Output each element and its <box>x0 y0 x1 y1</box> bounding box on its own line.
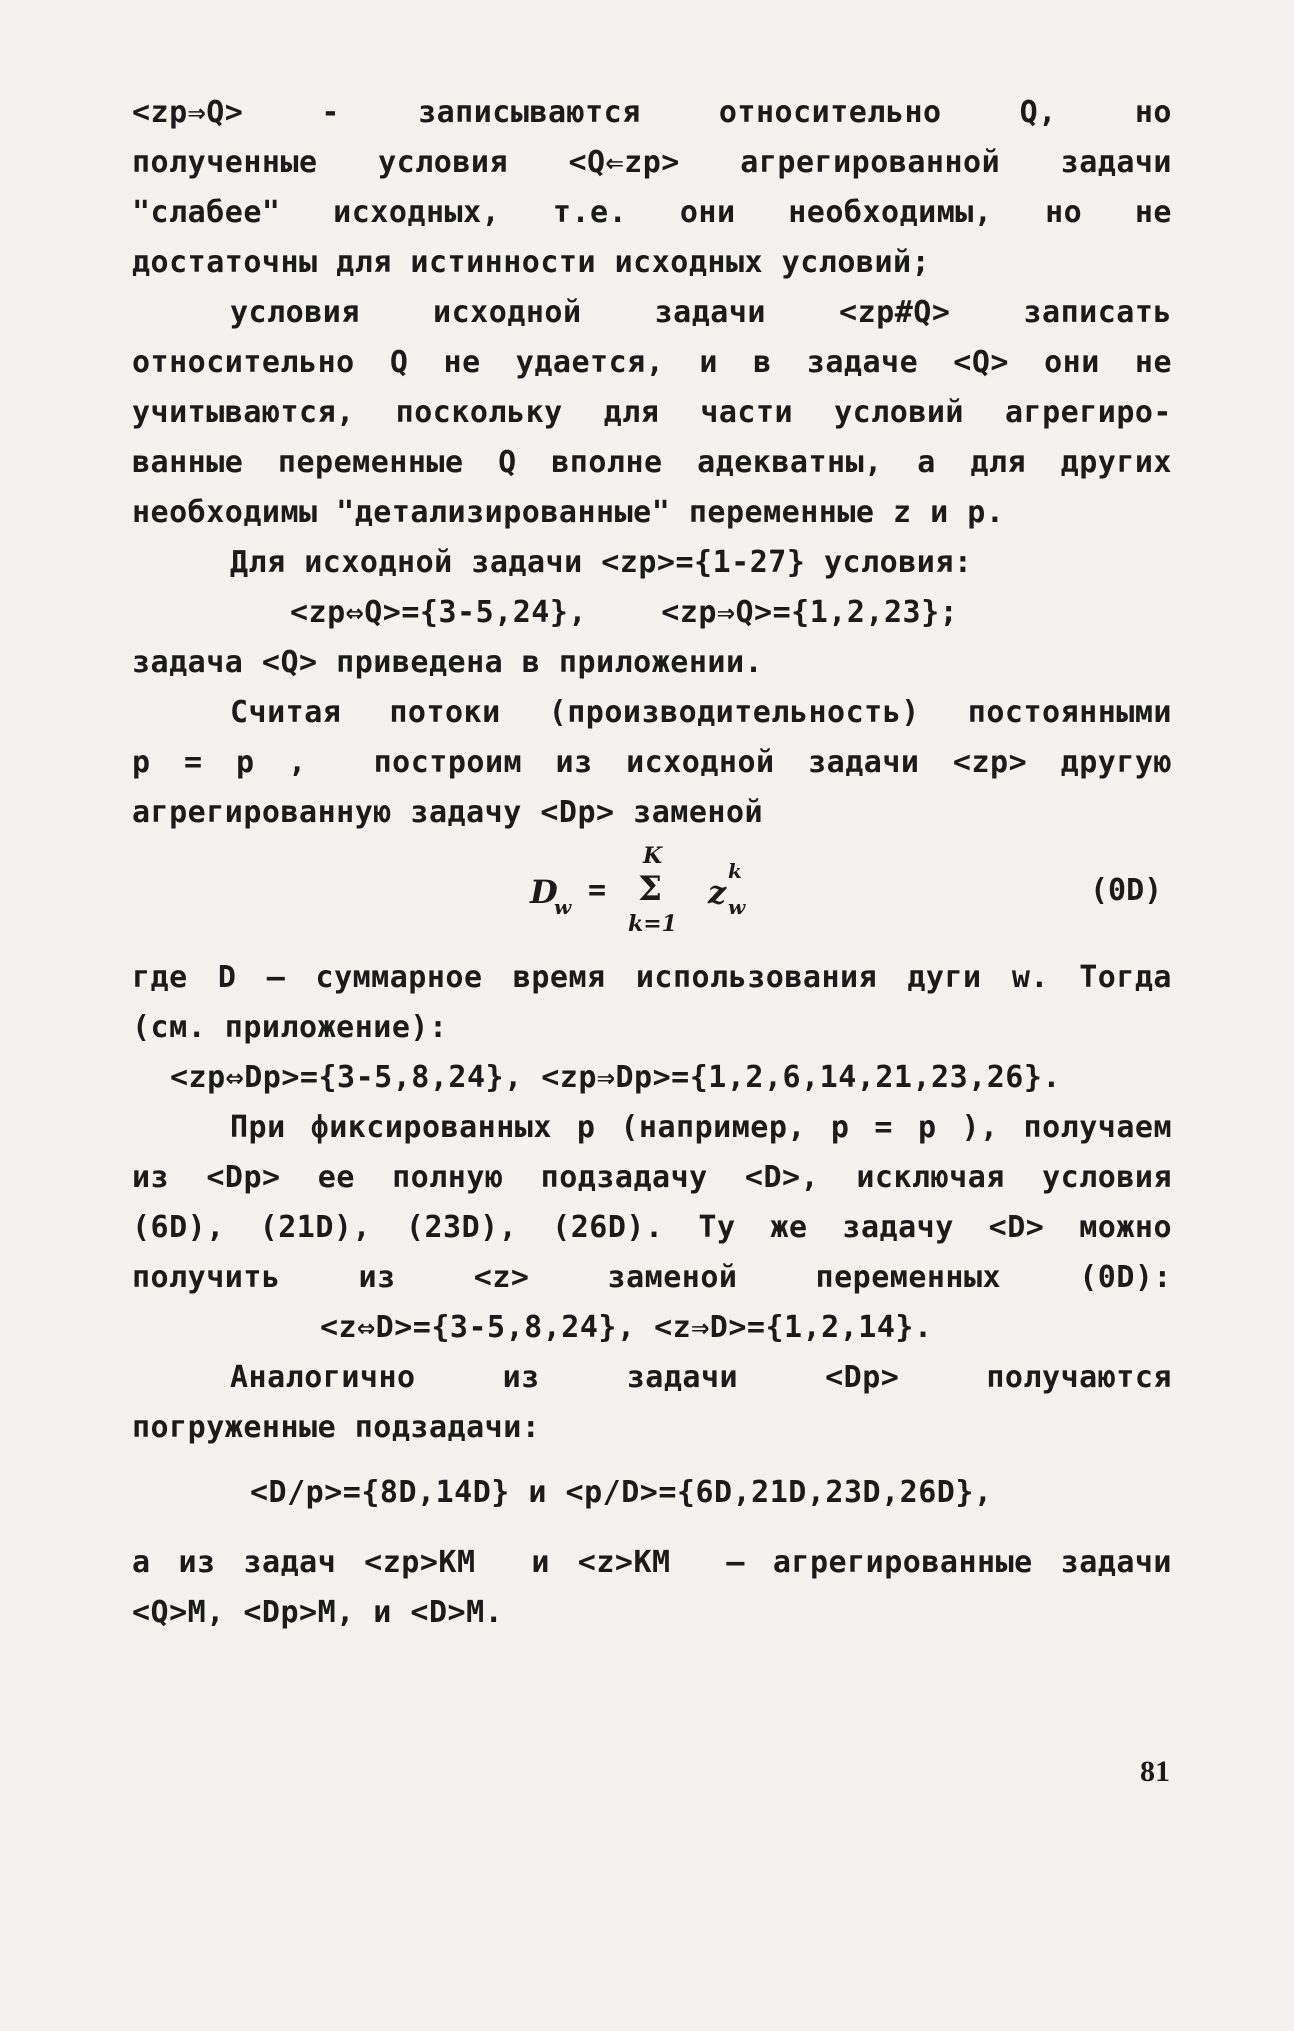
formula-sum-lower: k=1 <box>628 911 677 937</box>
text-line: агрегированную задачу <Dp> заменой <box>132 795 764 830</box>
text-line: получить из <z> заменой переменных (0D): <box>132 1260 1172 1295</box>
text-line: учитываются, поскольку для части условий агрегиро- <box>132 395 1172 430</box>
formula-lhs-sub: w <box>554 895 572 919</box>
text-line: (см. приложение): <box>132 1010 448 1045</box>
formula-term-sub: w <box>728 895 746 919</box>
sum-formula <box>520 845 1180 955</box>
text-line: погруженные подзадачи: <box>132 1410 541 1445</box>
text-line: <zp⇒Q> - записываются относительно Q, но <box>132 95 1172 130</box>
text-line: p = p , построим из исходной задачи <zp> другую <box>132 745 1172 780</box>
formula-tag: (0D) <box>1090 873 1163 908</box>
text-line: <Q>M, <Dp>M, и <D>M. <box>132 1595 504 1630</box>
text-line: <zp⇔Q>={3-5,24}, <zp⇒Q>={1,2,23}; <box>290 595 959 630</box>
formula-term: z <box>708 873 727 911</box>
text-line: из <Dp> ее полную подзадачу <D>, исключая условия <box>132 1160 1172 1195</box>
text-line: полученные условия <Q⇐zp> агрегированной задачи <box>132 145 1172 180</box>
text-line: <zp⇔Dp>={3-5,8,24}, <zp⇒Dp>={1,2,6,14,21,23,26}. <box>170 1060 1061 1095</box>
text-line: Для исходной задачи <zp>={1-27} условия: <box>230 545 973 580</box>
text-line: где D – суммарное время использования дуги w. Тогда <box>132 960 1172 995</box>
text-line: достаточны для истинности исходных условий; <box>132 245 931 280</box>
text-line: "слабее" исходных, т.е. они необходимы, но не <box>132 195 1172 230</box>
text-line: условия исходной задачи <zp#Q> записать <box>230 295 1172 330</box>
text-line: относительно Q не удается, и в задаче <Q> они не <box>132 345 1172 380</box>
text-line: ванные переменные Q вполне адекватны, а для других <box>132 445 1172 480</box>
text-line: а из задач <zp>KM и <z>KM – агрегированные задачи <box>132 1545 1172 1580</box>
formula-lhs: D <box>530 873 558 911</box>
text-line: Аналогично из задачи <Dp> получаются <box>230 1360 1172 1395</box>
formula-term-sup: k <box>728 859 742 883</box>
text-line: <D/p>={8D,14D} и <p/D>={6D,21D,23D,26D}, <box>250 1475 993 1510</box>
formula-equals: = <box>588 873 607 908</box>
formula-sigma: Σ <box>638 869 663 909</box>
text-line: Считая потоки (производительность) постоянными <box>230 695 1172 730</box>
text-line: <z⇔D>={3-5,8,24}, <z⇒D>={1,2,14}. <box>320 1310 933 1345</box>
page-number: 81 <box>1140 1755 1170 1788</box>
text-line: необходимы "детализированные" переменные z и p. <box>132 495 1005 530</box>
formula-sum-upper: K <box>643 843 663 869</box>
text-line: задача <Q> приведена в приложении. <box>132 645 764 680</box>
text-line: (6D), (21D), (23D), (26D). Ту же задачу <D> можно <box>132 1210 1172 1245</box>
text-line: При фиксированных p (например, p = p ), получаем <box>230 1110 1172 1145</box>
